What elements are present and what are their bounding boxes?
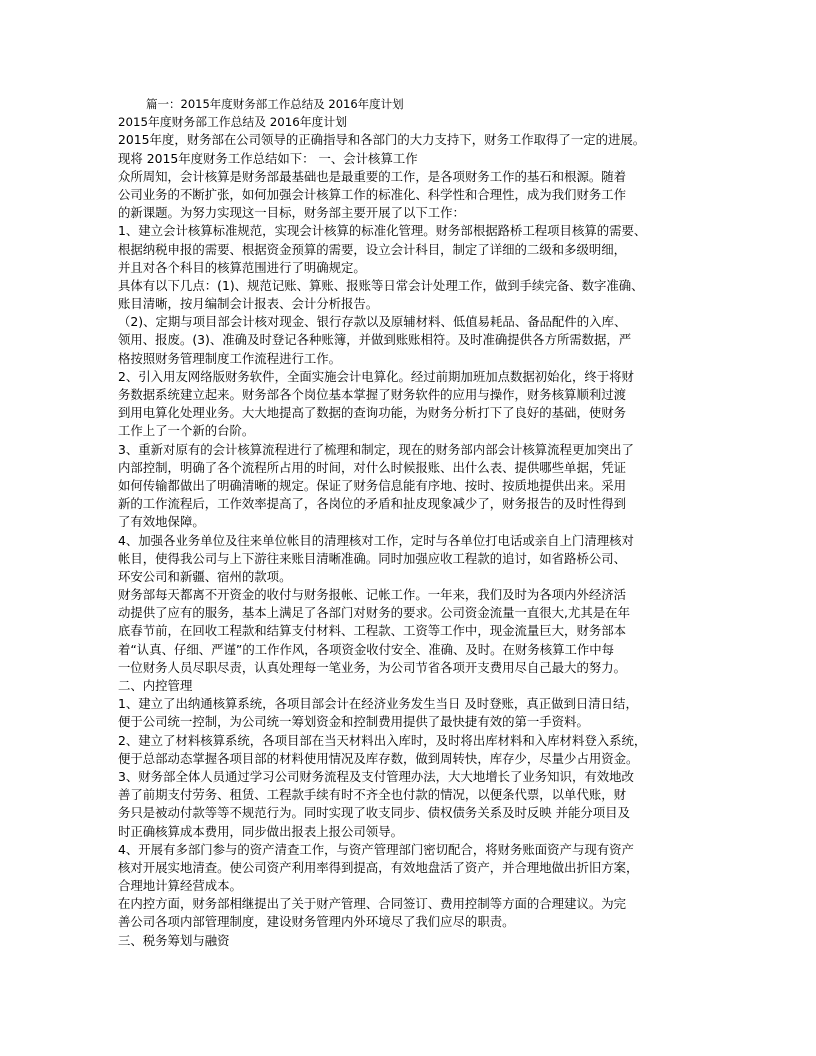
text-line: 核对开展实地清查。使公司资产利用率得到提高，有效地盘活了资产，并合理地做出折旧方案， bbox=[118, 859, 639, 875]
section-heading: 三、税务筹划与融资 bbox=[118, 932, 230, 948]
text-line: 合理地计算经营成本。 bbox=[118, 878, 242, 894]
text-line: 务数据系统建立起来。财务部各个岗位基本掌握了财务软件的应用与操作，财务核算顺利过渡 bbox=[118, 387, 627, 402]
text-line: 1、建立会计核算标准规范，实现会计核算的标准化管理。财务部根据路桥工程项目核算的需要、 bbox=[118, 223, 647, 239]
document-subtitle: 2015年度财务部工作总结及 2016年度计划 bbox=[118, 115, 347, 130]
text-line: 便于公司统一控制，为公司统一筹划资金和控制费用提供了最快捷有效的第一手资料。 bbox=[118, 714, 589, 730]
text-line: 财务部每天都离不开资金的收付与财务报帐、记帐工作。一年来，我们及时为各项内外经济活 bbox=[118, 587, 627, 603]
text-line: 在内控方面，财务部相继提出了关于财产管理、合同签订、费用控制等方面的合理建议。为完 bbox=[118, 896, 627, 912]
text-line: 公司业务的不断扩张，如何加强会计核算工作的标准化、科学性和合理性，成为我们财务工作 bbox=[118, 186, 627, 202]
text-line: 新的工作流程后，工作效率提高了，各岗位的矛盾和扯皮现象减少了，财务报告的及时性得到 bbox=[118, 496, 627, 512]
text-line: 现将 2015年度财务工作总结如下： 一、会计核算工作 bbox=[118, 150, 418, 166]
text-line: 如何传输都做出了明确清晰的规定。保证了财务信息能有序地、按时、按质地提供出来。采用 bbox=[118, 477, 627, 493]
text-line: 帐目，使得我公司与上下游往来账目清晰准确。同时加强应收工程款的追讨，如省路桥公司、 bbox=[118, 550, 627, 566]
text-line: 2、引入用友网络版财务软件，全面实施会计电算化。经过前期加班加点数据初始化，终于将财 bbox=[118, 368, 634, 384]
text-line: 2015年度，财务部在公司领导的正确指导和各部门的大力支持下，财务工作取得了一定的进展。 bbox=[118, 132, 646, 148]
text-line: 众所周知，会计核算是财务部最基础也是最重要的工作，是各项财务工作的基石和根源。随着 bbox=[118, 168, 627, 184]
text-line: 格按照财务管理制度工作流程进行工作。 bbox=[118, 350, 342, 366]
text-line: 便于总部动态掌握各项目部的材料使用情况及库存数，做到周转快，库存少，尽量少占用资金。 bbox=[118, 750, 639, 766]
text-line: 到用电算化处理业务。大大地提高了数据的查询功能，为财务分析打下了良好的基础，使财务 bbox=[118, 405, 627, 421]
text-line: 一位财务人员尽职尽责，认真处理每一笔业务，为公司节省各项开支费用尽自己最大的努力。 bbox=[118, 659, 627, 675]
text-line: 时正确核算成本费用，同步做出报表上报公司领导。 bbox=[118, 823, 403, 839]
text-line: 具体有以下几点：(1)、规范记账、算账、报账等日常会计处理工作，做到手续完备、数字准确、 bbox=[118, 277, 644, 293]
text-line: 环安公司和新疆、宿州的款项。 bbox=[118, 568, 292, 584]
text-line: 的新课题。为努力实现这一目标，财务部主要开展了以下工作： bbox=[118, 205, 465, 221]
text-line: 账目清晰，按月编制会计报表、会计分析报告。 bbox=[118, 296, 379, 312]
text-line: 善公司各项内部管理制度，建设财务管理内外环境尽了我们应尽的职责。 bbox=[118, 914, 515, 930]
text-line: 并且对各个科目的核算范围进行了明确规定。 bbox=[118, 259, 366, 275]
text-line: 4、加强各业务单位及往来单位帐目的清理核对工作，定时与各单位打电话或亲自上门清理核对 bbox=[118, 532, 634, 548]
text-line: 了有效地保障。 bbox=[118, 514, 205, 530]
text-line: 动提供了应有的服务，基本上满足了各部门对财务的要求。公司资金流量一直很大,尤其是在年 bbox=[118, 605, 630, 621]
text-line: 2、建立了材料核算系统，各项目部在当天材料出入库时，及时将出库材料和入库材料登入系统， bbox=[118, 732, 647, 748]
text-line: 领用、报废。(3)、准确及时登记各种账簿，并做到账账相符。及时准确提供各方所需数据，严 bbox=[118, 332, 632, 348]
text-line: 1、建立了出纳通核算系统，各项目部会计在经济业务发生当日 及时登账，真正做到日清日结， bbox=[118, 696, 638, 712]
text-line: 工作上了一个新的台阶。 bbox=[118, 423, 255, 439]
text-line: 底春节前，在回收工程款和结算支付材料、工程款、工资等工作中，现金流量巨大，财务部本 bbox=[118, 623, 627, 639]
text-line: 务只是被动付款等等不规范行为。同时实现了收支同步、债权债务关系及时反映 并能分项目及 bbox=[118, 805, 630, 821]
document-body bbox=[118, 95, 700, 950]
text-line: 3、财务部全体人员通过学习公司财务流程及支付管理办法，大大地增长了业务知识，有效地改 bbox=[118, 768, 634, 784]
text-line: 3、重新对原有的会计核算流程进行了梳理和制定，现在的财务部内部会计核算流程更加突出了 bbox=[118, 441, 634, 457]
text-line: 着“认真、仔细、严谨”的工作作风，各项资金收付安全、准确、及时。在财务核算工作中每 bbox=[118, 641, 615, 657]
section-heading: 二、内控管理 bbox=[118, 678, 193, 693]
text-line: 内部控制，明确了各个流程所占用的时间，对什么时候报账、出什么表、提供哪些单据，凭证 bbox=[118, 459, 627, 475]
document-title: 篇一：2015年度财务部工作总结及 2016年度计划 bbox=[146, 97, 404, 111]
text-line: 根据纳税申报的需要、根据资金预算的需要，设立会计科目，制定了详细的二级和多级明细， bbox=[118, 241, 627, 257]
text-line: 善了前期支付劳务、租赁、工程款手续有时不齐全也付款的情况，以便条代票，以单代账，财 bbox=[118, 787, 627, 803]
text-line: 4、开展有多部门参与的资产清查工作，与资产管理部门密切配合，将财务账面资产与现有资产 bbox=[118, 841, 634, 857]
text-line: （2)、定期与项目部会计核对现金、银行存款以及原辅材料、低值易耗品、备品配件的入库、 bbox=[118, 314, 627, 330]
